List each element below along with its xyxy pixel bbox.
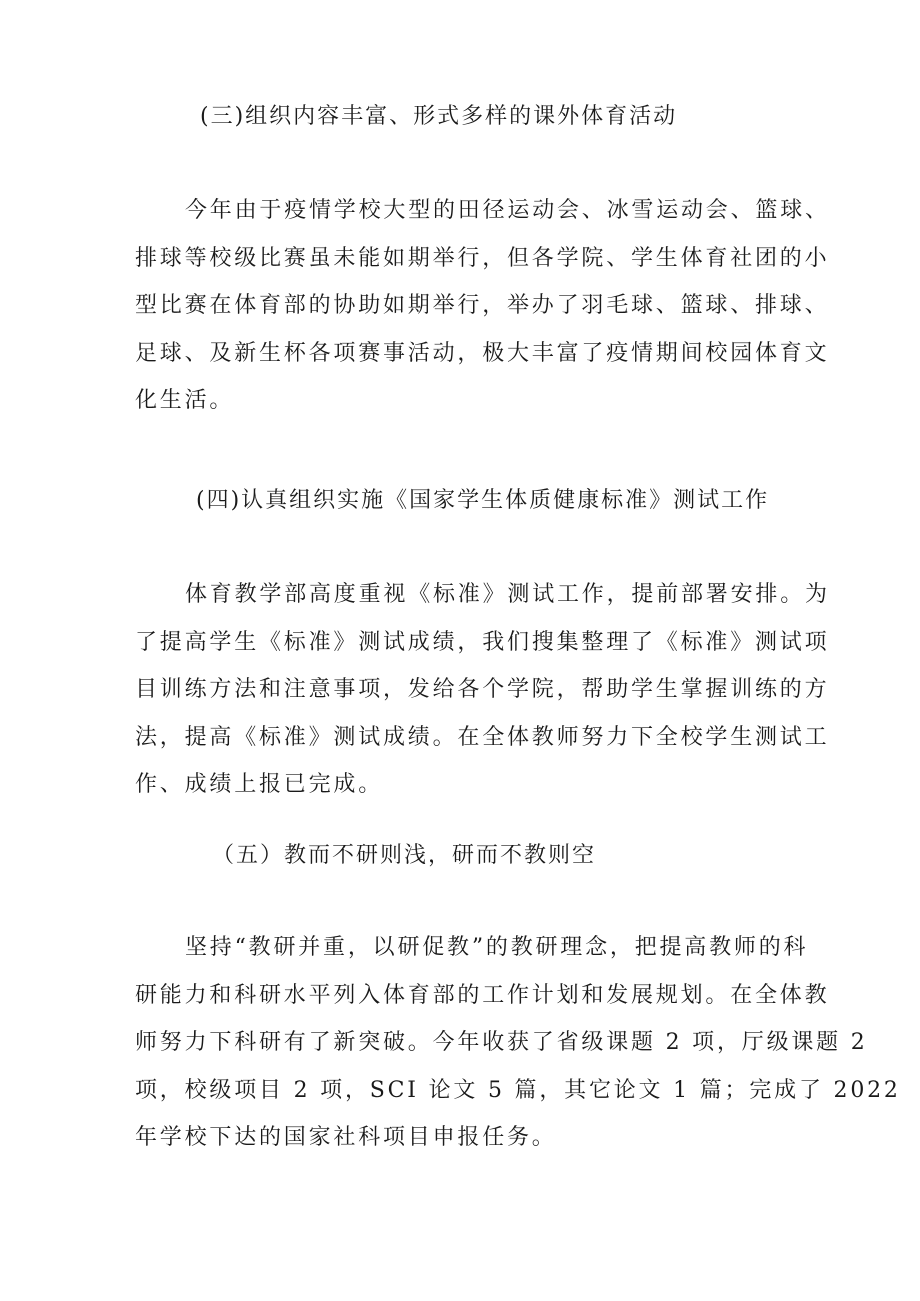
section-heading-5: （五）教而不研则浅，研而不教则空 bbox=[212, 843, 597, 868]
paragraph-line: 目训练方法和注意事项，发给各个学院，帮助学生掌握训练的方 bbox=[135, 677, 830, 702]
section-paragraph-3 bbox=[135, 187, 830, 425]
paragraph-line: 足球、及新生杯各项赛事活动，极大丰富了疫情期间校园体育文 bbox=[135, 340, 830, 366]
paragraph-line: 坚持“教研并重，以研促教”的教研理念，把提高教师的科 bbox=[185, 935, 809, 960]
paragraph-line: 体育教学部高度重视《标准》测试工作，提前部署安排。为 bbox=[185, 582, 830, 607]
paragraph-line: 法，提高《标准》测试成绩。在全体教师努力下全校学生测试工 bbox=[135, 724, 830, 750]
paragraph-line: 排球等校级比赛虽未能如期举行，但各学院、学生体育社团的小 bbox=[135, 245, 830, 271]
paragraph-line: 化生活。 bbox=[135, 388, 235, 413]
section-paragraph-4 bbox=[135, 571, 830, 809]
paragraph-line: 了提高学生《标准》测试成绩，我们搜集整理了《标准》测试项 bbox=[135, 629, 830, 655]
paragraph-line: 项，校级项目 2 项，SCI 论文 5 篇，其它论文 1 篇；完成了 2022 bbox=[135, 1077, 901, 1103]
paragraph-line: 作、成绩上报已完成。 bbox=[135, 772, 384, 797]
paragraph-line: 型比赛在体育部的协助如期举行，举办了羽毛球、篮球、排球、 bbox=[135, 293, 830, 318]
paragraph-line: 师努力下科研有了新突破。今年收获了省级课题 2 项，厅级课题 2 bbox=[135, 1030, 868, 1055]
section-heading-3: (三)组织内容丰富、形式多样的课外体育活动 bbox=[200, 104, 678, 129]
paragraph-line: 年学校下达的国家社科项目申报任务。 bbox=[135, 1125, 557, 1150]
section-heading-4: (四)认真组织实施《国家学生体质健康标准》测试工作 bbox=[196, 488, 770, 513]
paragraph-line: 今年由于疫情学校大型的田径运动会、冰雪运动会、篮球、 bbox=[185, 198, 830, 223]
section-paragraph-5 bbox=[135, 924, 901, 1162]
paragraph-line: 研能力和科研水平列入体育部的工作计划和发展规划。在全体教 bbox=[135, 982, 830, 1008]
